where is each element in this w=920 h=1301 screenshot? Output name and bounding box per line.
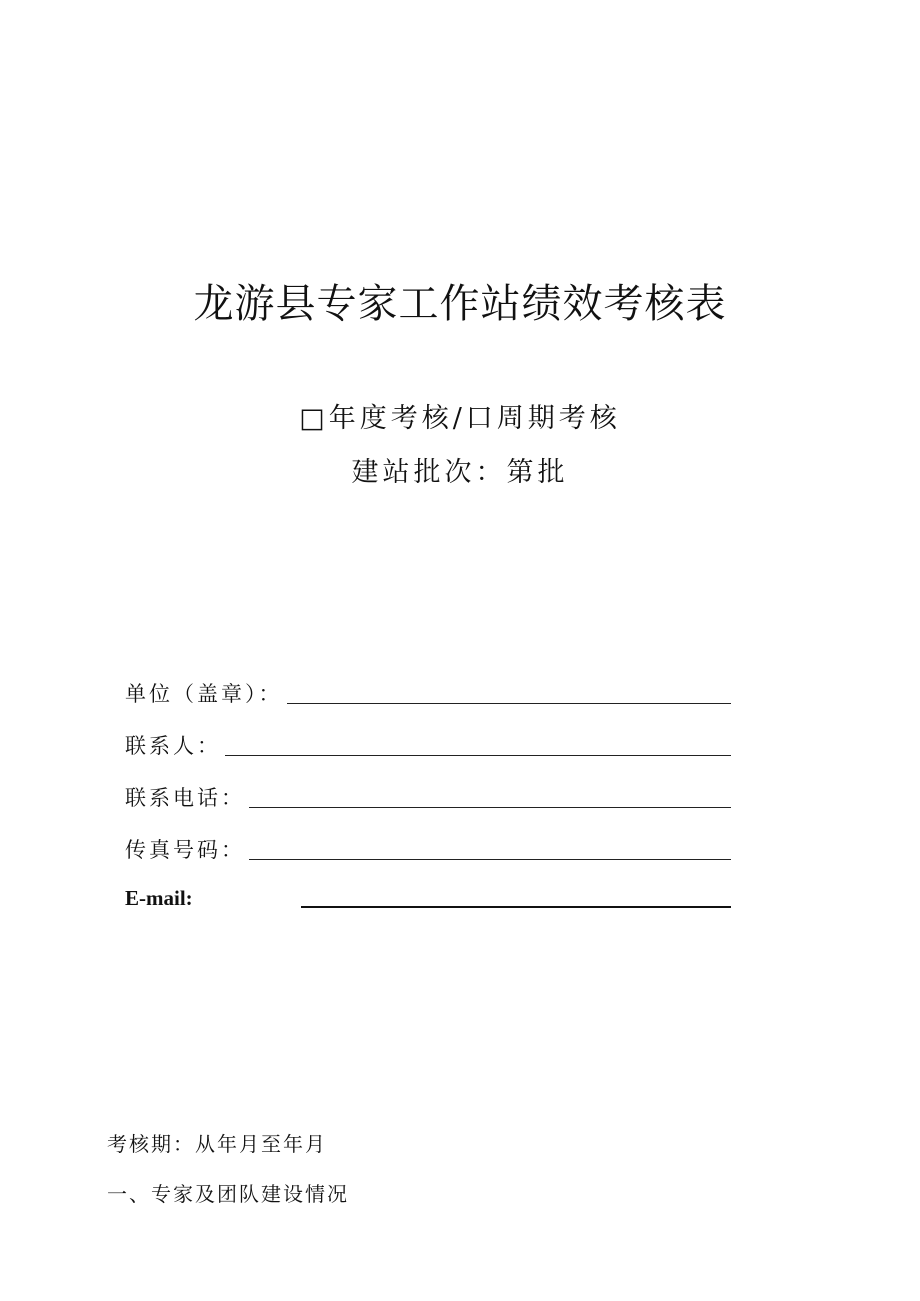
field-contact-blank[interactable] (225, 755, 731, 756)
assessment-period: 考核期：从年月至年月 (107, 1132, 327, 1156)
batch-line: 建站批次：第批 (351, 457, 569, 488)
field-phone (125, 778, 731, 812)
field-contact (125, 726, 731, 760)
field-phone-label: 联系电话： (125, 786, 245, 810)
field-email-label: E-mail: (125, 886, 193, 910)
document-title: 龙游县专家工作站绩效考核表 (193, 281, 727, 327)
field-phone-blank[interactable] (249, 807, 731, 808)
field-unit-blank[interactable] (287, 703, 732, 704)
field-contact-label: 联系人： (125, 734, 221, 758)
field-unit-label: 单位（盖章）： (125, 682, 283, 706)
field-fax-blank[interactable] (249, 859, 731, 860)
field-email-blank[interactable] (301, 906, 731, 908)
field-unit (125, 674, 731, 708)
assessment-type: □年度考核/口周期考核 (299, 403, 621, 434)
section-heading: 一、专家及团队建设情况 (107, 1182, 349, 1206)
field-fax (125, 830, 731, 864)
field-fax-label: 传真号码： (125, 838, 245, 862)
field-email (125, 878, 731, 912)
